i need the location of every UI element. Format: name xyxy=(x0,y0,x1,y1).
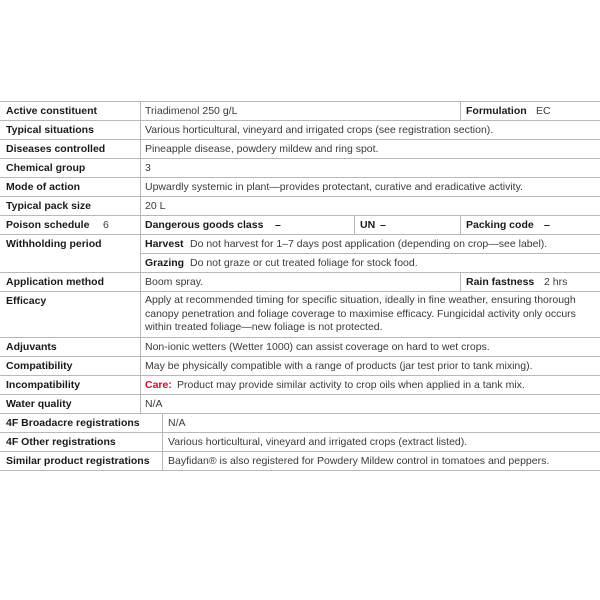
label-rain-fastness: Rain fastness xyxy=(466,276,535,288)
value-water-quality: N/A xyxy=(145,398,163,410)
label-similar-product-registrations: Similar product registrations xyxy=(6,455,150,467)
value-other-registrations: Various horticultural, vineyard and irrigated crops (extract listed). xyxy=(168,436,468,448)
label-un: UN xyxy=(360,219,376,231)
label-grazing: Grazing xyxy=(145,257,185,269)
value-active-constituent: Triadimenol 250 g/L xyxy=(145,105,238,117)
label-water-quality: Water quality xyxy=(6,398,72,410)
value-incompatibility: Product may provide similar activity to crop oils when applied in a tank mix. xyxy=(177,379,525,391)
label-other-registrations: 4F Other registrations xyxy=(6,436,116,448)
row-efficacy xyxy=(0,291,600,337)
label-compatibility: Compatibility xyxy=(6,360,73,372)
row-active-constituent xyxy=(0,101,600,120)
value-grazing: Do not graze or cut treated foliage for stock food. xyxy=(190,257,418,269)
label-broadacre-registrations: 4F Broadacre registrations xyxy=(6,417,140,429)
value-dangerous-goods-class: – xyxy=(275,219,281,231)
label-dangerous-goods-class: Dangerous goods class xyxy=(145,219,264,231)
value-diseases-controlled: Pineapple disease, powdery mildew and ring spot. xyxy=(145,143,379,155)
row-compatibility xyxy=(0,356,600,375)
row-application-method xyxy=(0,272,600,291)
label-incompatibility: Incompatibility xyxy=(6,379,81,391)
value-application-method: Boom spray. xyxy=(145,276,204,288)
label-efficacy: Efficacy xyxy=(6,295,47,307)
row-poison-schedule xyxy=(0,215,600,234)
label-typical-pack-size: Typical pack size xyxy=(6,200,92,212)
row-similar-product-registrations xyxy=(0,451,600,471)
row-incompatibility xyxy=(0,375,600,394)
value-typical-pack-size: 20 L xyxy=(145,200,166,212)
row-typical-situations xyxy=(0,120,600,139)
label-diseases-controlled: Diseases controlled xyxy=(6,143,106,155)
value-poison-schedule: 6 xyxy=(103,219,109,231)
label-formulation: Formulation xyxy=(466,105,527,117)
value-rain-fastness: 2 hrs xyxy=(544,276,568,288)
product-info-table xyxy=(0,101,600,471)
value-formulation: EC xyxy=(536,105,551,117)
value-chemical-group: 3 xyxy=(145,162,151,174)
care-label: Care: xyxy=(145,379,172,391)
label-packing-code: Packing code xyxy=(466,219,534,231)
label-active-constituent: Active constituent xyxy=(6,105,98,117)
value-similar-product-registrations: Bayfidan® is also registered for Powdery Mildew control in tomatoes and peppers. xyxy=(168,455,550,467)
row-typical-pack-size xyxy=(0,196,600,215)
row-withholding-period xyxy=(0,234,600,272)
row-diseases-controlled xyxy=(0,139,600,158)
value-broadacre-registrations: N/A xyxy=(168,417,186,429)
label-mode-of-action: Mode of action xyxy=(6,181,81,193)
row-broadacre-registrations xyxy=(0,413,600,432)
label-application-method: Application method xyxy=(6,276,104,288)
label-withholding-period: Withholding period xyxy=(6,238,102,250)
row-adjuvants xyxy=(0,337,600,356)
value-adjuvants: Non-ionic wetters (Wetter 1000) can assist coverage on hard to wet crops. xyxy=(145,341,490,353)
value-efficacy: Apply at recommended timing for specific situation, ideally in fine weather, ensuring thorough canopy penetration and foliage coverage to maximise efficacy. Fungicidal activity only occurs within treated foliage—new foliage is not protected. xyxy=(145,294,576,333)
value-compatibility: May be physically compatible with a range of products (jar test prior to tank mixing). xyxy=(145,360,533,372)
value-un: – xyxy=(380,219,386,231)
value-typical-situations: Various horticultural, vineyard and irrigated crops (see registration section). xyxy=(145,124,494,136)
row-mode-of-action xyxy=(0,177,600,196)
label-typical-situations: Typical situations xyxy=(6,124,94,136)
label-poison-schedule: Poison schedule xyxy=(6,219,90,231)
row-water-quality xyxy=(0,394,600,413)
value-harvest: Do not harvest for 1–7 days post application (depending on crop—see label). xyxy=(190,238,548,250)
row-chemical-group xyxy=(0,158,600,177)
row-other-registrations xyxy=(0,432,600,451)
value-packing-code: – xyxy=(544,219,550,231)
value-mode-of-action: Upwardly systemic in plant—provides protectant, curative and eradicative activity. xyxy=(145,181,523,193)
label-adjuvants: Adjuvants xyxy=(6,341,57,353)
label-chemical-group: Chemical group xyxy=(6,162,86,174)
label-harvest: Harvest xyxy=(145,238,184,250)
